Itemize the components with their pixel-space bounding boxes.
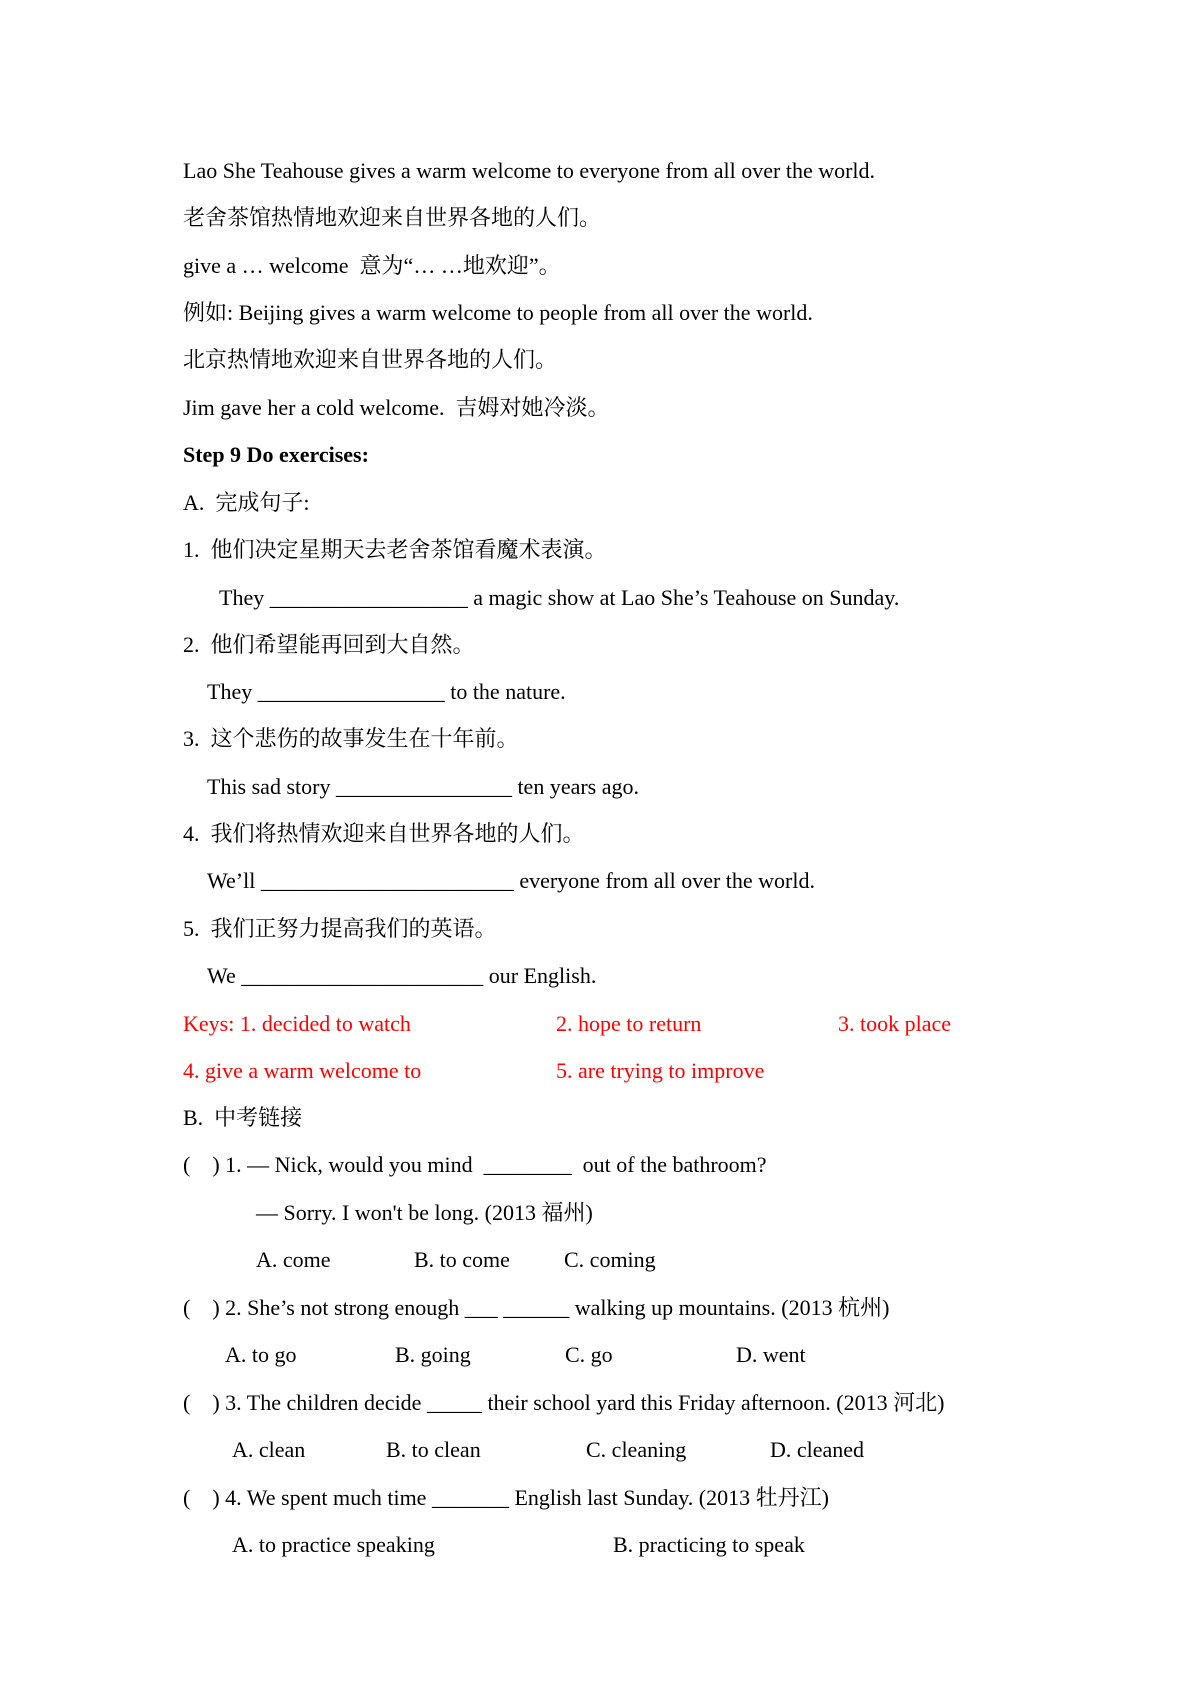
exercise-5-en: We ______________________ our English.: [207, 963, 597, 988]
exercise-3-en: This sad story ________________ ten years ago.: [207, 774, 639, 799]
question-2-option-d: D. went: [736, 1342, 806, 1367]
example-en: 例如: Beijing gives a warm welcome to people from all over the world.: [183, 300, 813, 325]
question-3-option-b: B. to clean: [386, 1437, 481, 1462]
key-1: Keys: 1. decided to watch: [183, 1011, 411, 1036]
example-2: Jim gave her a cold welcome. 吉姆对她冷淡。: [183, 395, 610, 420]
step-heading: Step 9 Do exercises:: [183, 442, 369, 467]
question-3-option-d: D. cleaned: [770, 1437, 865, 1462]
part-b-title: B. 中考链接: [183, 1105, 303, 1130]
question-4-option-a: A. to practice speaking: [232, 1532, 435, 1557]
part-a-title: A. 完成句子:: [183, 490, 310, 515]
question-2-option-b: B. going: [395, 1342, 471, 1367]
question-1-option-b: B. to come: [414, 1247, 510, 1272]
exercise-2-zh: 2. 他们希望能再回到大自然。: [183, 632, 475, 657]
exercise-4-zh: 4. 我们将热情欢迎来自世界各地的人们。: [183, 821, 585, 846]
key-4: 4. give a warm welcome to: [183, 1058, 422, 1083]
key-5: 5. are trying to improve: [556, 1058, 765, 1083]
exercise-5-zh: 5. 我们正努力提高我们的英语。: [183, 916, 497, 941]
question-2-stem: ( ) 2. She’s not strong enough ___ ______ walking up mountains. (2013 杭州): [183, 1295, 890, 1320]
intro-sentence-zh: 老舍茶馆热情地欢迎来自世界各地的人们。: [183, 205, 602, 230]
question-3-stem: ( ) 3. The children decide _____ their school yard this Friday afternoon. (2013 河北): [183, 1390, 945, 1415]
exercise-2-en: They _________________ to the nature.: [207, 679, 566, 704]
question-1-option-c: C. coming: [564, 1247, 656, 1272]
question-4-stem: ( ) 4. We spent much time _______ English last Sunday. (2013 牡丹江): [183, 1485, 829, 1510]
key-3: 3. took place: [838, 1011, 952, 1036]
question-1-option-a: A. come: [256, 1247, 331, 1272]
exercise-1-en: They __________________ a magic show at Lao She’s Teahouse on Sunday.: [219, 585, 900, 610]
question-1-stem: ( ) 1. — Nick, would you mind ________ out of the bathroom?: [183, 1152, 767, 1177]
question-3-option-a: A. clean: [232, 1437, 306, 1462]
question-2-option-a: A. to go: [225, 1342, 297, 1367]
example-zh: 北京热情地欢迎来自世界各地的人们。: [183, 347, 558, 372]
exercise-1-zh: 1. 他们决定星期天去老舍茶馆看魔术表演。: [183, 537, 607, 562]
exercise-3-zh: 3. 这个悲伤的故事发生在十年前。: [183, 726, 519, 751]
question-2-option-c: C. go: [565, 1342, 613, 1367]
phrase-note: give a … welcome 意为“… …地欢迎”。: [183, 253, 561, 278]
intro-sentence-en: Lao She Teahouse gives a warm welcome to everyone from all over the world.: [183, 158, 876, 183]
question-1-reply: — Sorry. I won't be long. (2013 福州): [256, 1200, 593, 1225]
question-4-option-b: B. practicing to speak: [613, 1532, 805, 1557]
question-3-option-c: C. cleaning: [586, 1437, 687, 1462]
key-2: 2. hope to return: [556, 1011, 702, 1036]
exercise-4-en: We’ll _______________________ everyone from all over the world.: [207, 868, 815, 893]
